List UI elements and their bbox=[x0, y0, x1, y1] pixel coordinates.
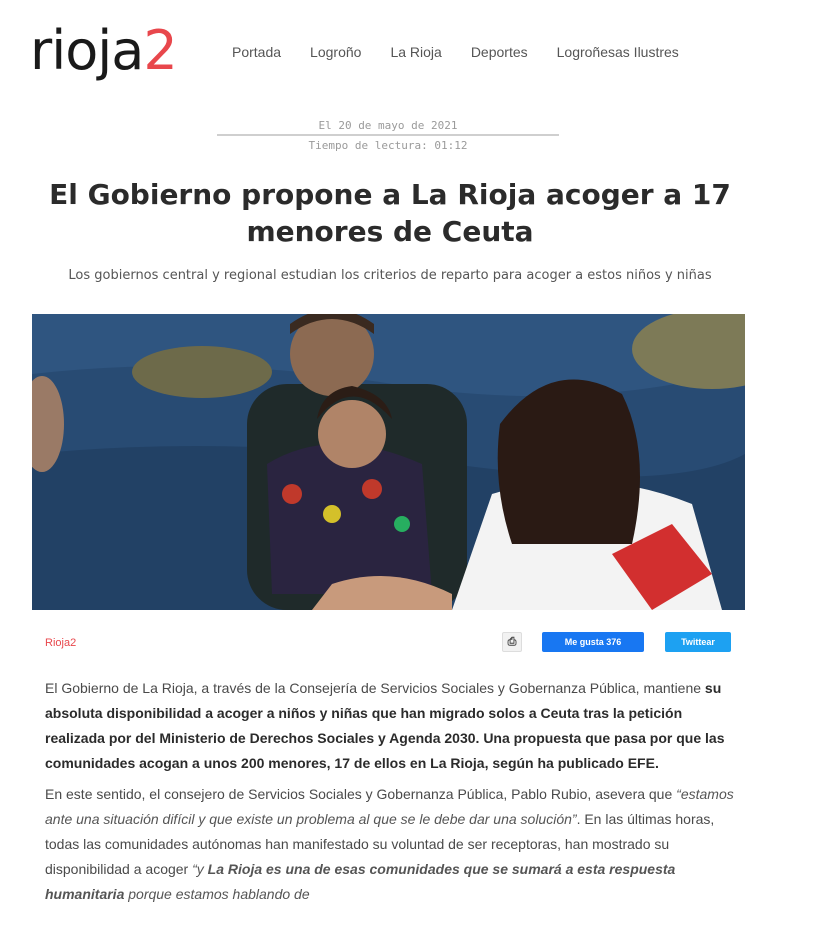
site-header bbox=[0, 0, 822, 100]
p2-bold-quote: La Rioja es una de esas comunidades que se sumará a esta respuesta humanitaria bbox=[45, 861, 676, 902]
p2-quote-open: “y bbox=[192, 861, 208, 877]
article-body bbox=[45, 676, 745, 913]
p1-bold: su absoluta disponibilidad a acoger a niños y niñas que han migrado solos a Ceuta tras la petición realizada por del Ministerio de Derechos Sociales y Agenda 2030. Una propuesta que pasa por que las comunidades acogan a unos 200 menores, 17 de ellos en La Rioja, según ha publicado EFE. bbox=[45, 680, 725, 771]
reading-time: Tiempo de lectura: 01:12 bbox=[308, 139, 468, 152]
nav-logrono[interactable]: Logroño bbox=[310, 44, 362, 60]
photo-illustration bbox=[32, 314, 745, 610]
p2-quote: “estamos ante una situación difícil y que existe un problema al que se le debe dar una solución” bbox=[45, 786, 734, 827]
article-photo bbox=[32, 314, 745, 610]
article-title: El Gobierno propone a La Rioja acoger a 17 menores de Ceuta bbox=[49, 178, 731, 248]
nav-la-rioja[interactable]: La Rioja bbox=[390, 44, 442, 60]
main-nav bbox=[232, 44, 708, 60]
article-subtitle: Los gobiernos central y regional estudian los criterios de reparto para acoger a estos niños y niñas bbox=[68, 268, 712, 283]
print-button[interactable] bbox=[502, 632, 522, 652]
article-author[interactable]: Rioja2 bbox=[45, 637, 77, 649]
p2-text-a: En este sentido, el consejero de Servicios Sociales y Gobernanza Pública, Pablo Rubio, asevera que bbox=[45, 786, 677, 802]
meta-divider bbox=[217, 134, 559, 136]
logo-text: rioja bbox=[30, 19, 144, 82]
p2-quote-tail: porque estamos hablando de bbox=[124, 886, 310, 902]
facebook-like-label: Me gusta 376 bbox=[564, 637, 622, 647]
article-meta bbox=[217, 118, 559, 153]
nav-logronesas-ilustres[interactable]: Logroñesas Ilustres bbox=[556, 44, 679, 60]
nav-deportes[interactable]: Deportes bbox=[470, 44, 528, 60]
nav-portada[interactable]: Portada bbox=[232, 44, 282, 60]
twitter-share-button[interactable] bbox=[665, 632, 731, 652]
paragraph-1 bbox=[45, 676, 745, 776]
twitter-share-label: Twittear bbox=[681, 637, 715, 647]
paragraph-2 bbox=[45, 782, 745, 907]
site-logo[interactable] bbox=[30, 18, 177, 84]
publish-date: El 20 de mayo de 2021 bbox=[318, 119, 458, 132]
printer-icon: ⎙ bbox=[507, 635, 517, 648]
p1-text: El Gobierno de La Rioja, a través de la Consejería de Servicios Sociales y Gobernanza Pública, mantiene bbox=[45, 680, 705, 696]
logo-accent: 2 bbox=[143, 19, 177, 82]
p2-text-c: . En las últimas horas, todas las comunidades autónomas han manifestado su voluntad de ser receptoras, han mostrado su disponibilidad a acoger bbox=[45, 811, 715, 877]
facebook-like-button[interactable] bbox=[542, 632, 644, 652]
